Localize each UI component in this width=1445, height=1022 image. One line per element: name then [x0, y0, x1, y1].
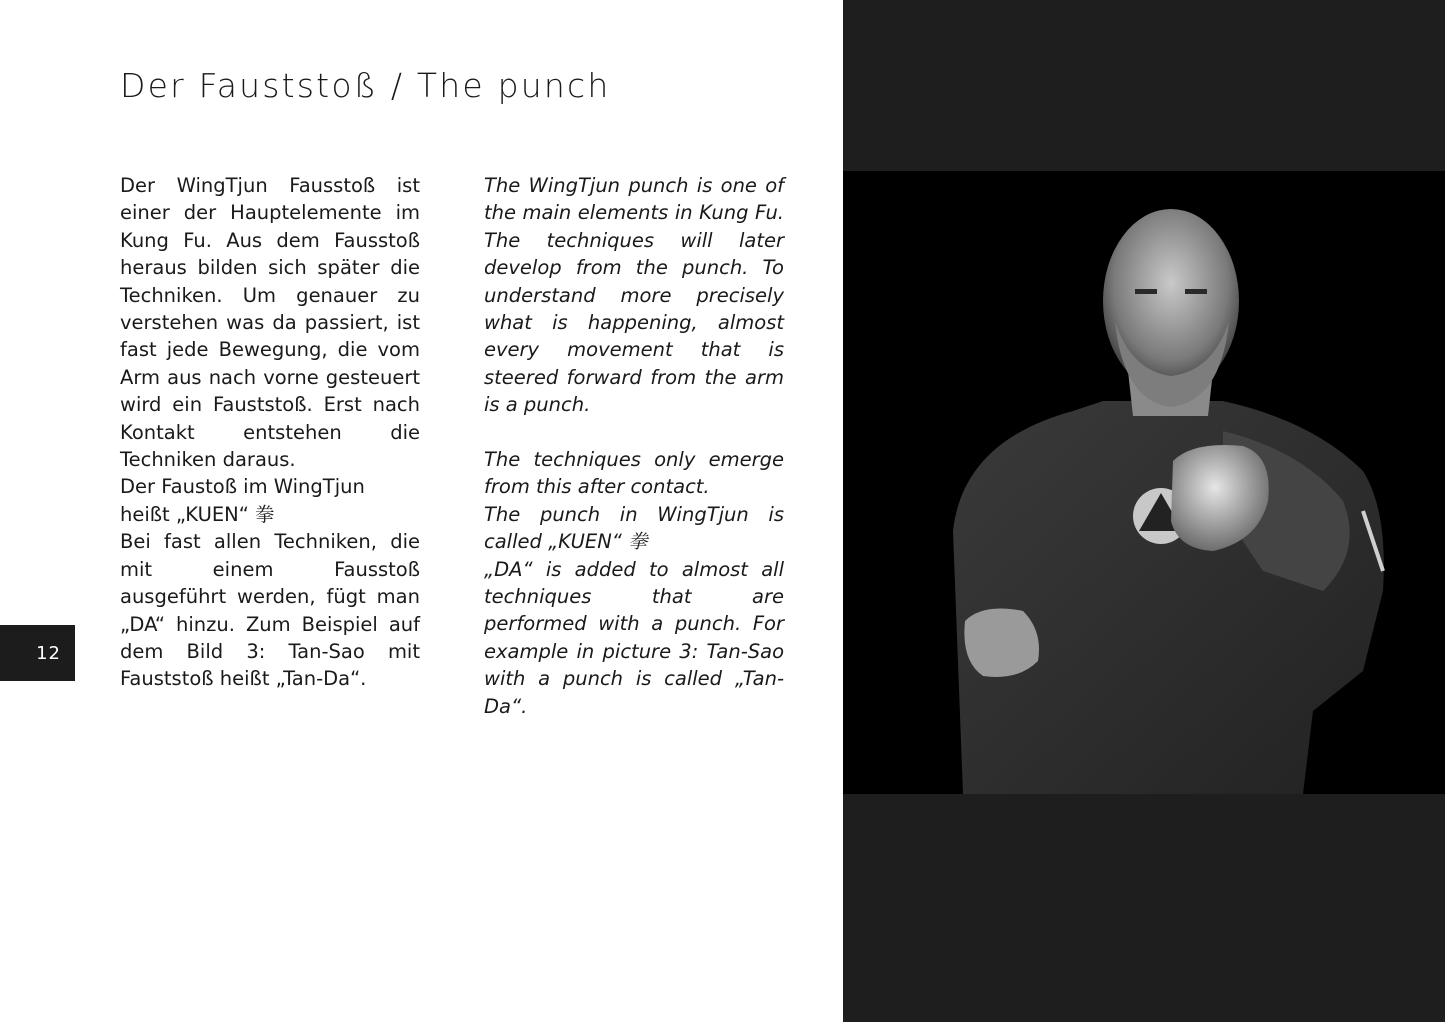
german-paragraph: Bei fast allen Techniken, die mit einem Fausstoß ausgeführt werden, fügt man „DA“ hinzu. Zum Beispiel auf dem Bild 3: Tan-Sao mit Fauststoß heißt „Tan-Da“. [120, 530, 420, 691]
martial-artist-photo [843, 171, 1445, 794]
english-paragraph: The punch in WingTjun is called „KUEN“ 拳 [484, 502, 784, 554]
punch-photo-illustration [843, 171, 1445, 794]
german-text-column [120, 172, 420, 693]
english-paragraph: „DA“ is added to almost all techniques that are performed with a punch. For example in picture 3: Tan-Sao with a punch is called „Tan-Da“. [484, 557, 784, 718]
page-title: Der Fauststoß / The punch [120, 66, 611, 105]
english-paragraph: The WingTjun punch is one of the main elements in Kung Fu. The techniques will later develop from the punch. To understand more precisely what is happening, almost every movement that is steered forward from the arm is a punch. [484, 174, 784, 417]
german-paragraph: Der Faustoß im WingTjun heißt „KUEN“ 拳 [120, 475, 365, 526]
german-paragraph: Der WingTjun Fausstoß ist einer der Hauptelemente im Kung Fu. Aus dem Fausstoß heraus bilden sich später die Techniken. Um genauer zu verstehen was da passiert, ist fast jede Bewegung, die vom Arm aus nach vorne gesteuert wird ein Fauststoß. Erst nach Kontakt entstehen die Techniken daraus. [120, 174, 420, 472]
english-text-column [484, 172, 784, 720]
english-paragraph: The techniques only emerge from this after contact. [484, 448, 784, 499]
page-number: 12 [0, 625, 75, 681]
